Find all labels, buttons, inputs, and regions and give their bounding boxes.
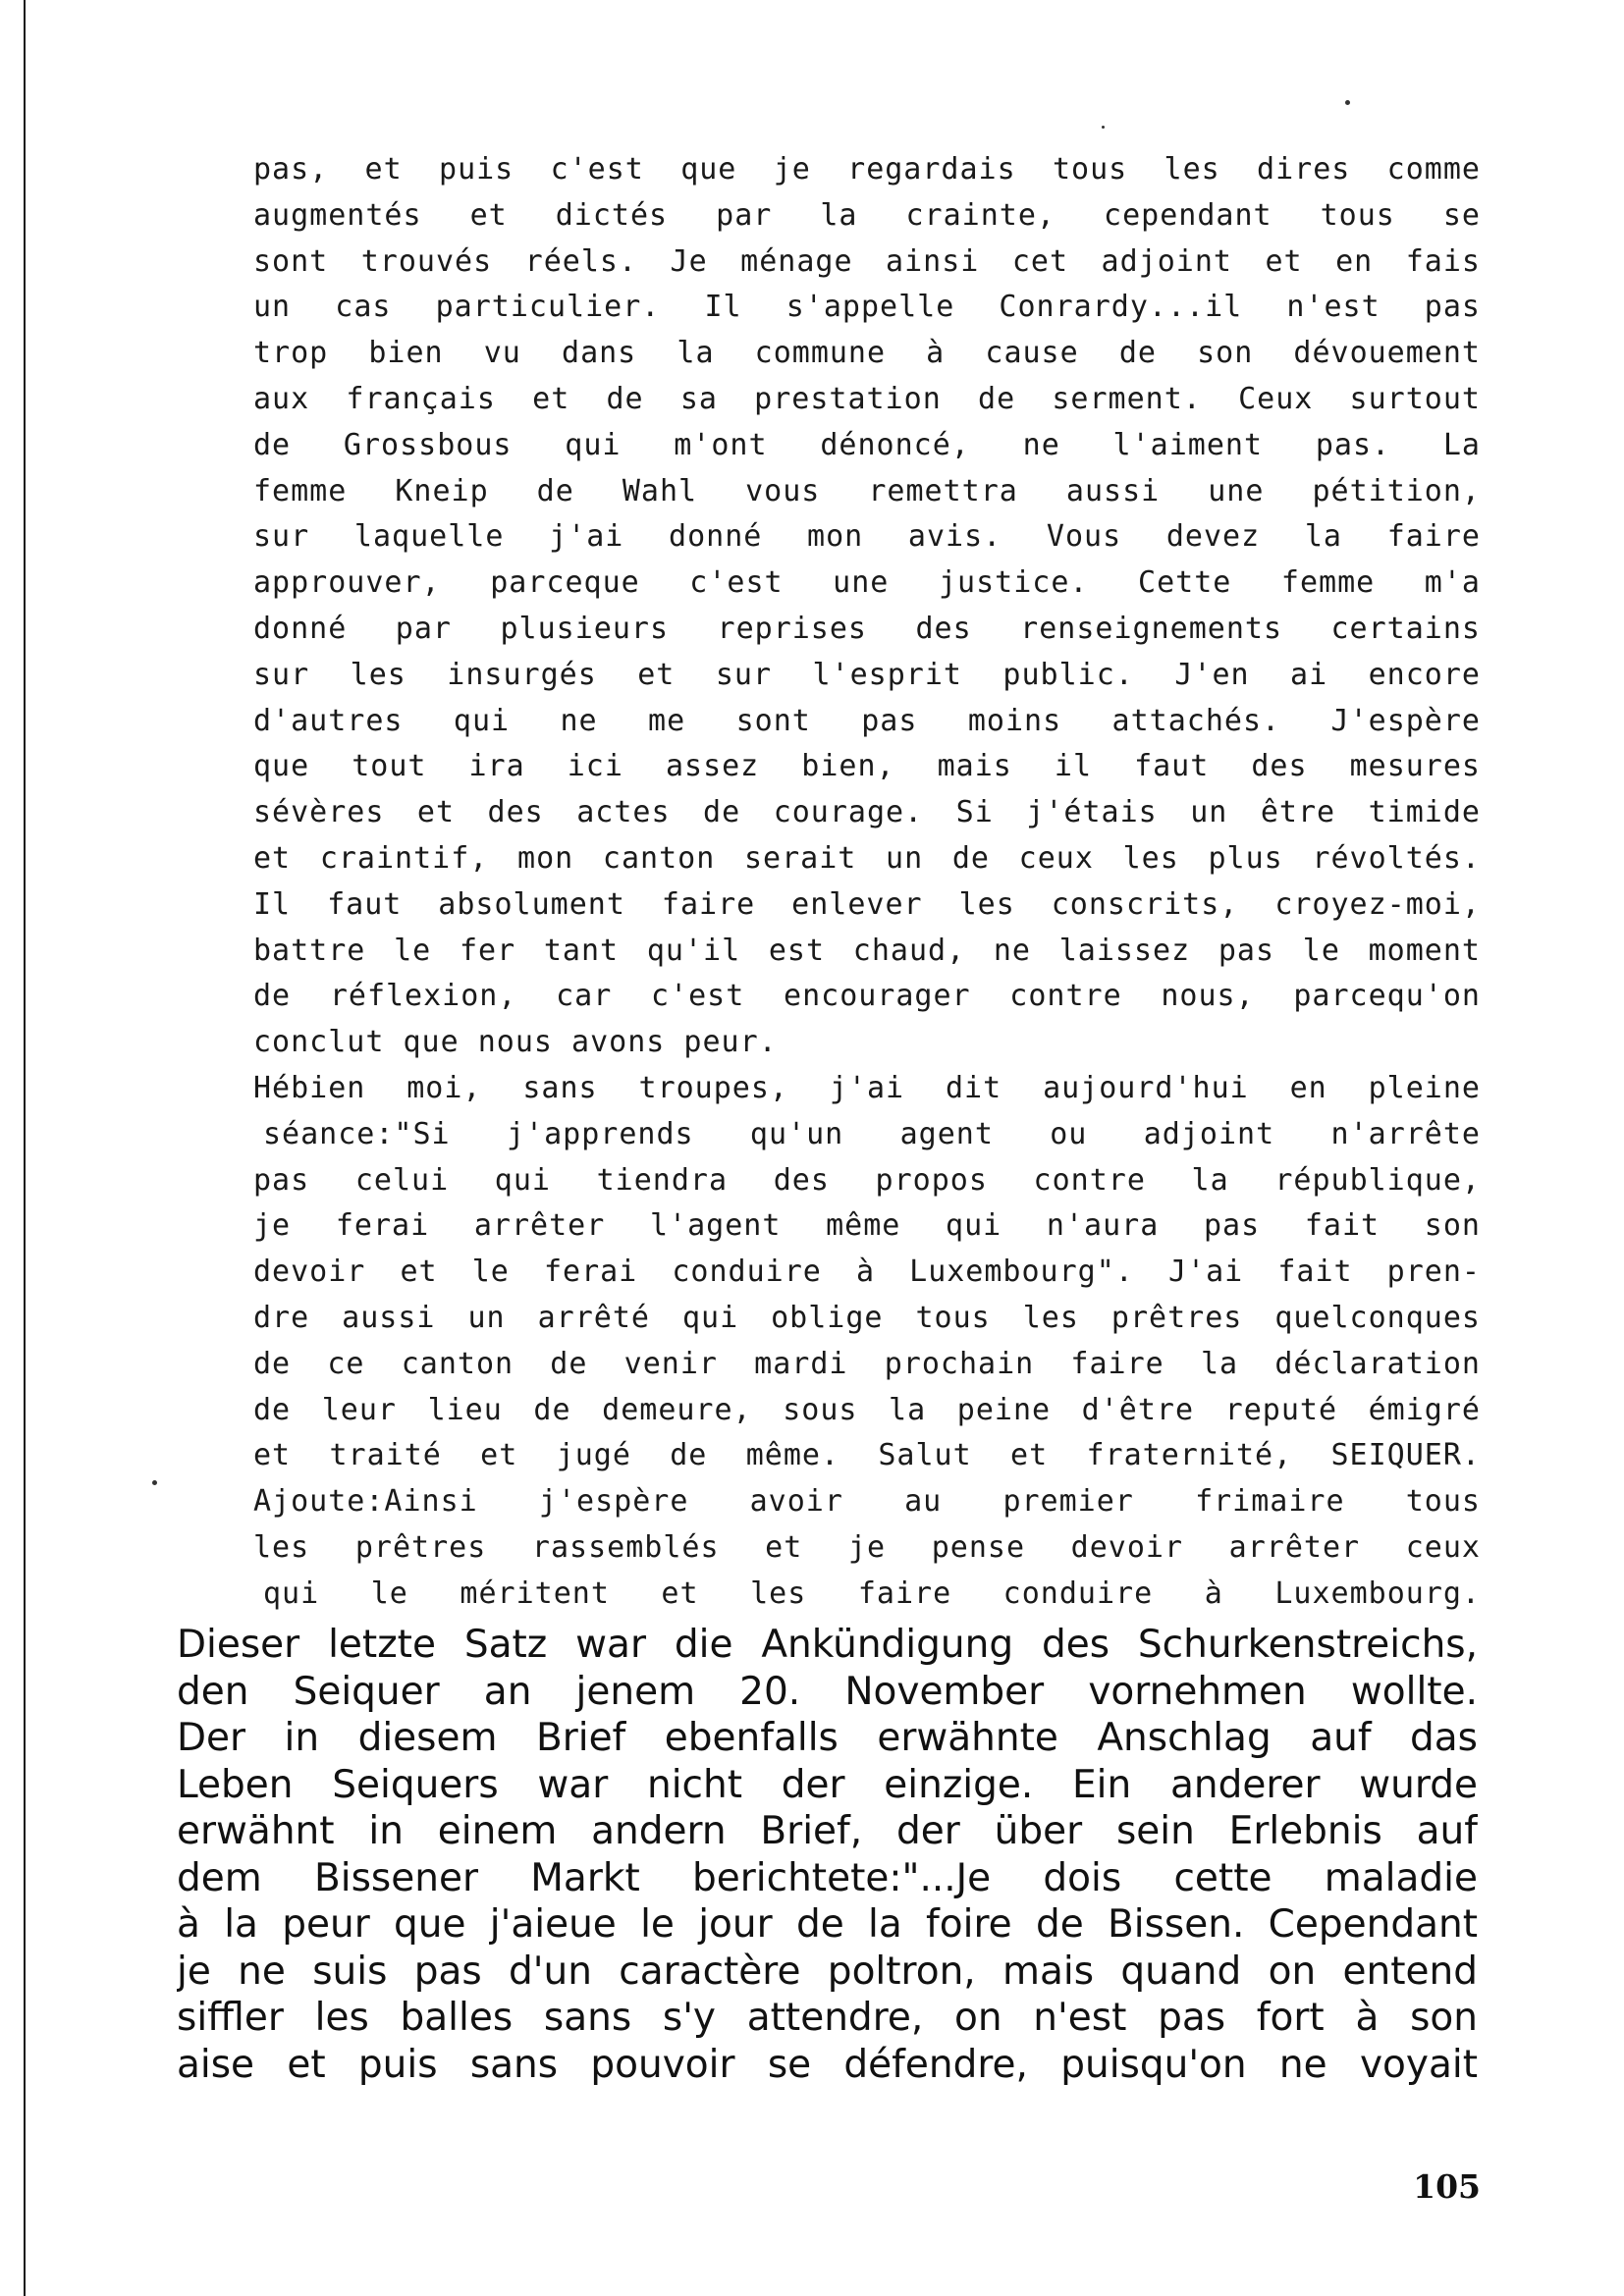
letter-line: sur laquelle j'ai donné mon avis. Vous devez la faire: [253, 519, 1481, 555]
commentary-line: dem Bissener Markt berichtete:"...Je dois cette maladie: [177, 1855, 1478, 1900]
letter-line: pas, et puis c'est que je regardais tous les dires comme: [253, 152, 1481, 187]
letter-line: sont trouvés réels. Je ménage ainsi cet adjoint et en fais: [253, 243, 1481, 279]
page-number: 105: [1413, 2167, 1481, 2206]
commentary-paragraph: [177, 1622, 1478, 2088]
letter-line: sur les insurgés et sur l'esprit public. J'en ai encore: [253, 657, 1481, 692]
letter-line: Hébien moi, sans troupes, j'ai dit aujourd'hui en pleine: [253, 1070, 1481, 1105]
letter-line: d'autres qui ne me sont pas moins attachés. J'espère: [253, 703, 1481, 738]
letter-line: je ferai arrêter l'agent même qui n'aura pas fait son: [253, 1208, 1481, 1244]
letter-line: battre le fer tant qu'il est chaud, ne laissez pas le moment: [253, 933, 1481, 968]
left-margin-rule: [24, 0, 26, 2296]
letter-line: de leur lieu de demeure, sous la peine d'être reputé émigré: [253, 1392, 1481, 1427]
commentary-line: den Seiquer an jenem 20. November vornehmen wollte.: [177, 1669, 1478, 1714]
letter-line: Ajoute:Ainsi j'espère avoir au premier frimaire tous: [253, 1484, 1481, 1520]
letter-line: conclut que nous avons peur.: [253, 1025, 778, 1060]
quoted-letter: [253, 147, 1481, 1618]
scan-speck: [1102, 126, 1105, 129]
commentary-line: à la peur que j'aieue le jour de la foire de Bissen. Cependant: [177, 1902, 1478, 1947]
commentary-line: erwähnt in einem andern Brief, der über sein Erlebnis auf: [177, 1809, 1478, 1853]
letter-line: que tout ira ici assez bien, mais il faut des mesures: [253, 749, 1481, 784]
letter-line: qui le méritent et les faire conduire à Luxembourg.: [263, 1575, 1481, 1611]
letter-line: de Grossbous qui m'ont dénoncé, ne l'aiment pas. La: [253, 427, 1481, 462]
letter-line: augmentés et dictés par la crainte, cependant tous se: [253, 197, 1481, 233]
commentary-line: je ne suis pas d'un caractère poltron, mais quand on entend: [177, 1949, 1478, 1994]
letter-line: et traité et jugé de même. Salut et fraternité, SEIQUER.: [253, 1438, 1481, 1473]
commentary-line: Leben Seiquers war nicht der einzige. Ein anderer wurde: [177, 1762, 1478, 1807]
letter-line: donné par plusieurs reprises des renseignements certains: [253, 611, 1481, 646]
letter-line: et craintif, mon canton serait un de ceux les plus révoltés.: [253, 840, 1481, 876]
letter-line: devoir et le ferai conduire à Luxembourg". J'ai fait pren-: [253, 1255, 1481, 1290]
letter-line: trop bien vu dans la commune à cause de son dévouement: [253, 336, 1481, 371]
letter-line: approuver, parceque c'est une justice. Cette femme m'a: [253, 565, 1481, 601]
commentary-line: aise et puis sans pouvoir se défendre, puisqu'on ne voyait: [177, 2042, 1478, 2087]
letter-line: femme Kneip de Wahl vous remettra aussi une pétition,: [253, 473, 1481, 508]
commentary-line: siffler les balles sans s'y attendre, on n'est pas fort à son: [177, 1996, 1478, 2040]
letter-line: pas celui qui tiendra des propos contre la république,: [253, 1162, 1481, 1198]
commentary-line: Dieser letzte Satz war die Ankündigung des Schurkenstreichs,: [177, 1623, 1478, 1667]
letter-line: séance:"Si j'apprends qu'un agent ou adjoint n'arrête: [263, 1116, 1481, 1151]
letter-line: sévères et des actes de courage. Si j'étais un être timide: [253, 795, 1481, 830]
letter-line: de réflexion, car c'est encourager contre nous, parcequ'on: [253, 979, 1481, 1014]
commentary-line: Der in diesem Brief ebenfalls erwähnte Anschlag auf das: [177, 1716, 1478, 1760]
letter-line: les prêtres rassemblés et je pense devoir arrêter ceux: [253, 1529, 1481, 1565]
letter-line: de ce canton de venir mardi prochain faire la déclaration: [253, 1346, 1481, 1381]
letter-line: un cas particulier. Il s'appelle Conrardy...il n'est pas: [253, 290, 1481, 325]
letter-line: aux français et de sa prestation de serment. Ceux surtout: [253, 381, 1481, 416]
letter-line: Il faut absolument faire enlever les conscrits, croyez-moi,: [253, 886, 1481, 922]
scan-speck: [152, 1480, 157, 1485]
letter-line: dre aussi un arrêté qui oblige tous les prêtres quelconques: [253, 1300, 1481, 1335]
scan-speck: [1345, 100, 1350, 105]
